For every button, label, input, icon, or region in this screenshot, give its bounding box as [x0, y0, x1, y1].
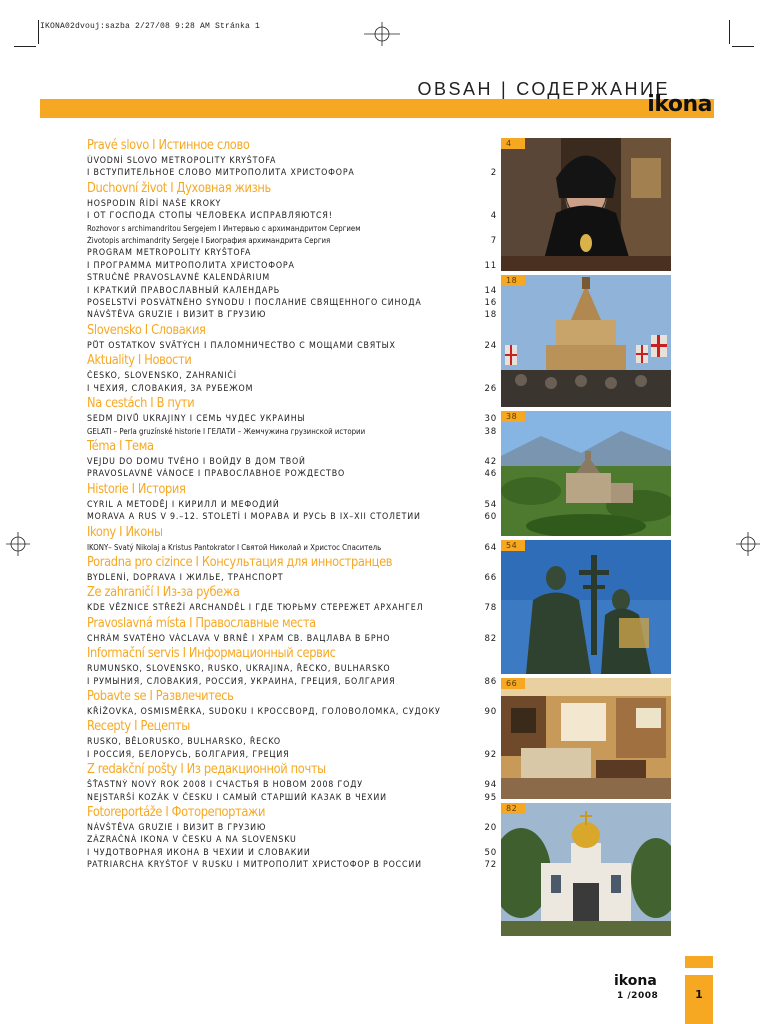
toc-entry[interactable]: [87, 468, 497, 480]
page-title: [418, 79, 671, 100]
entry-title: I РУМЫНИЯ, СЛОВАКИЯ, РОССИЯ, УКРАИНА, ГРЕЦИЯ, БОЛГАРИЯ: [87, 676, 396, 687]
toc-entry[interactable]: [87, 309, 497, 321]
entry-title: GELATI – Perla gruzínské historie I ГЕЛАТИ – Жемчужина грузинской истории: [87, 426, 366, 436]
toc-entry[interactable]: [87, 859, 497, 871]
footer-issue: 1 /2008: [617, 991, 659, 1001]
toc-entry[interactable]: [87, 633, 497, 645]
section-title[interactable]: Recepty I Рецепты: [87, 719, 190, 735]
entry-page-number: 18: [484, 310, 497, 321]
ikona-logo: ikona: [647, 92, 712, 117]
toc-section: [87, 481, 497, 524]
toc-entry[interactable]: [87, 285, 497, 297]
photo-georgia-cathedral: [501, 275, 671, 407]
toc-entry[interactable]: [87, 247, 497, 259]
toc-entry[interactable]: [87, 426, 497, 438]
section-title[interactable]: Historie I История: [87, 481, 186, 497]
entry-title: PROGRAM METROPOLITY KRYŠTOFA: [87, 248, 252, 259]
crop-mark: [729, 20, 730, 44]
entry-title: NEJSTARŠÍ KOZÁK V ČESKU I САМЫЙ СТАРШИЙ КАЗАК В ЧЕХИИ: [87, 792, 387, 803]
entry-page-number: 42: [484, 456, 497, 467]
toc-entry[interactable]: [87, 297, 497, 309]
entry-page-number: 78: [484, 603, 497, 614]
photo-page-badge: 66: [501, 678, 525, 689]
registration-mark-right: [736, 532, 760, 556]
toc-section: [87, 524, 497, 554]
footer-logo: ikona: [614, 973, 657, 989]
toc-entry[interactable]: [87, 736, 497, 748]
entry-title: PŮT OSTATKOV SVÄTÝCH I ПАЛОМНИЧЕСТВО С МОЩАМИ СВЯТЫХ: [87, 340, 396, 351]
toc-section: [87, 554, 497, 584]
entry-page-number: 24: [484, 340, 497, 351]
entry-title: I РОССИЯ, БЕЛОРУСЬ, БОЛГАРИЯ, ГРЕЦИЯ: [87, 749, 290, 760]
entry-page-number: 14: [484, 285, 497, 296]
photo-page-badge: 38: [501, 411, 525, 422]
toc-section: [87, 137, 497, 180]
entry-title: NÁVŠTĚVA GRUZIE I ВИЗИТ В ГРУЗИЮ: [87, 823, 267, 833]
page-number-tab: [685, 975, 713, 1024]
toc-section: [87, 645, 497, 688]
toc-entry[interactable]: [87, 210, 497, 222]
crop-mark: [38, 20, 39, 44]
entry-title: I ЧЕХИЯ, СЛОВАКИЯ, ЗА РУБЕЖОМ: [87, 383, 254, 394]
toc-entry[interactable]: [87, 834, 497, 846]
entry-title: PRAVOSLAVNÉ VÁNOCE I ПРАВОСЛАВНОЕ РОЖДЕСТВО: [87, 469, 346, 480]
toc-section: [87, 804, 497, 872]
entry-title: KDE VĚZNICE STŘEŽÍ ARCHANDĚL I ГДЕ ТЮРЬМУ СТЕРЕЖЕТ АРХАНГЕЛ: [87, 603, 424, 614]
entry-title: IKONY– Svatý Nikolaj a Kristus Pantokrator I Святой Николай и Христос Спаситель: [87, 542, 382, 552]
toc-entry[interactable]: [87, 572, 497, 584]
entry-title: ČESKO, SLOVENSKO, ZAHRANIČÍ: [87, 371, 237, 382]
entry-page-number: 7: [490, 236, 497, 247]
toc-entry[interactable]: [87, 456, 497, 468]
title-separator: |: [501, 79, 509, 99]
entry-page-number: 54: [484, 499, 497, 510]
entry-page-number: 64: [484, 542, 497, 553]
toc-entry[interactable]: [87, 792, 497, 804]
title-cz: OBSAH: [417, 79, 494, 99]
photo-cyril-methodius-statue: [501, 540, 671, 674]
table-of-contents: [87, 137, 497, 872]
toc-entry[interactable]: [87, 383, 497, 395]
toc-section: [87, 352, 497, 395]
entry-page-number: 94: [484, 780, 497, 791]
photo-gelati-monastery: [501, 411, 671, 536]
toc-section: [87, 688, 497, 718]
entry-page-number: 90: [484, 706, 497, 717]
toc-section: [87, 615, 497, 645]
page-number: 1: [695, 988, 703, 1001]
entry-title: I КРАТКИЙ ПРАВОСЛАВНЫЙ КАЛЕНДАРЬ: [87, 285, 281, 296]
entry-page-number: 50: [484, 847, 497, 858]
entry-page-number: 82: [484, 633, 497, 644]
entry-title: MORAVA A RUS V 9.–12. STOLETÍ I МОРАВА И РУСЬ В IX–XII СТОЛЕТИИ: [87, 512, 421, 523]
entry-page-number: 72: [484, 860, 497, 871]
section-title[interactable]: Duchovní život I Духовная жизнь: [87, 180, 271, 196]
toc-entry[interactable]: [87, 499, 497, 511]
section-title[interactable]: Informační servis I Информационный сервис: [87, 646, 336, 662]
photo-chapel: [501, 803, 671, 936]
toc-entry[interactable]: [87, 260, 497, 272]
toc-entry[interactable]: [87, 340, 497, 352]
entry-title: VEJDU DO DOMU TVÉHO I ВОЙДУ В ДОМ ТВОЙ: [87, 456, 306, 467]
section-title[interactable]: Fotoreportáže I Фоторепортажи: [87, 805, 266, 820]
entry-title: SEDM DIVŮ UKRAJINY I СЕМЬ ЧУДЕС УКРАИНЫ: [87, 414, 306, 425]
section-title[interactable]: Pravoslavná místa I Православные места: [87, 615, 316, 631]
entry-page-number: 11: [484, 260, 497, 271]
toc-entry[interactable]: [87, 511, 497, 523]
toc-section: [87, 761, 497, 804]
entry-title: I ОТ ГОСПОДА СТОПЫ ЧЕЛОВЕКА ИСПРАВЛЯЮТСЯ!: [87, 211, 333, 222]
entry-page-number: 38: [484, 426, 497, 437]
entry-title: CYRIL A METODĚJ I КИРИЛЛ И МЕФОДИЙ: [87, 499, 280, 510]
toc-entry[interactable]: [87, 779, 497, 791]
entry-title: HOSPODIN ŘÍDÍ NAŠE KROKY: [87, 198, 222, 209]
section-title[interactable]: Pobavte se I Развлечитесь: [87, 688, 234, 704]
toc-entry[interactable]: [87, 223, 497, 235]
entry-title: ÚVODNÍ SLOVO METROPOLITY KRYŠTOFA: [87, 156, 277, 166]
header-accent-bar: [40, 99, 714, 118]
section-title[interactable]: Poradna pro cizince I Консультация для инностранцев: [87, 554, 393, 570]
toc-entry[interactable]: [87, 676, 497, 688]
entry-title: I ЧУДОТВОРНАЯ ИКОНА В ЧЕХИИ И СЛОВАКИИ: [87, 847, 311, 858]
crop-mark: [14, 46, 36, 47]
section-title[interactable]: Ze zahraničí I Из-за рубежа: [87, 585, 240, 601]
entry-title: I ПРОГРАММА МИТРОПОЛИТА ХРИСТОФОРА: [87, 260, 295, 271]
toc-entry[interactable]: [87, 847, 497, 859]
entry-page-number: 26: [484, 383, 497, 394]
entry-title: RUMUNSKO, SLOVENSKO, RUSKO, UKRAJINA, ŘECKO, BULHARSKO: [87, 664, 391, 675]
entry-title: ZÁZRAČNÁ IKONA V ČESKU A NA SLOVENSKU: [87, 835, 297, 846]
photo-page-badge: 18: [501, 275, 525, 286]
photo-page-badge: 54: [501, 540, 525, 551]
print-slug: IKONA02dvouj:sazba 2/27/08 9:28 AM Stránka 1: [40, 22, 261, 31]
toc-entry[interactable]: [87, 235, 497, 247]
toc-section: [87, 584, 497, 614]
photo-metropolitan: [501, 138, 671, 271]
entry-title: POSELSTVÍ POSVÁTNÉHO SYNODU I ПОСЛАНИЕ СВЯЩЕННОГО СИНОДА: [87, 298, 422, 309]
entry-title: Rozhovor s archimandritou Sergejem I Интервью с архимандритом Сергием: [87, 223, 361, 233]
entry-page-number: 2: [490, 168, 497, 179]
toc-entry[interactable]: [87, 198, 497, 210]
toc-entry[interactable]: [87, 413, 497, 425]
entry-page-number: 4: [490, 211, 497, 222]
entry-title: NÁVŠTĚVA GRUZIE I ВИЗИТ В ГРУЗИЮ: [87, 310, 267, 321]
toc-section: [87, 395, 497, 438]
toc-entry[interactable]: [87, 706, 497, 718]
section-title[interactable]: Z redakční pošty I Из редакционной почты: [87, 762, 326, 778]
entry-page-number: 60: [484, 512, 497, 523]
toc-entry[interactable]: [87, 167, 497, 179]
toc-entry[interactable]: [87, 749, 497, 761]
toc-section: [87, 438, 497, 481]
photo-column: [501, 138, 671, 940]
entry-title: BYDLENÍ, DOPRAVA I ЖИЛЬЕ, ТРАНСПОРТ: [87, 572, 284, 583]
entry-title: Životopis archimandrity Sergeje I Биография архимандрита Сергия: [87, 236, 331, 246]
toc-entry[interactable]: [87, 155, 497, 167]
entry-title: STRUČNÉ PRAVOSLAVNÉ KALENDÁRIUM: [87, 273, 270, 284]
section-title[interactable]: Na cestách I В пути: [87, 396, 195, 412]
entry-page-number: 95: [484, 792, 497, 803]
section-title[interactable]: Ikony I Иконы: [87, 524, 163, 540]
footer-accent-block: [685, 956, 713, 968]
registration-mark-top: [364, 22, 400, 46]
entry-page-number: 30: [484, 414, 497, 425]
photo-page-badge: 4: [501, 138, 525, 149]
entry-title: ŠŤASTNÝ NOVÝ ROK 2008 I СЧАСТЬЯ В НОВОМ 2008 ГОДУ: [87, 780, 363, 791]
toc-entry[interactable]: [87, 370, 497, 382]
entry-title: I ВСТУПИТЕЛЬНОЕ СЛОВО МИТРОПОЛИТА ХРИСТОФОРА: [87, 168, 355, 179]
entry-title: CHRÁM SVATÉHO VÁCLAVA V BRNĚ I ХРАМ СВ. ВАЦЛАВА В БРНО: [87, 633, 391, 644]
crop-mark: [732, 46, 754, 47]
toc-section: [87, 718, 497, 761]
entry-page-number: 20: [484, 823, 497, 833]
entry-page-number: 92: [484, 749, 497, 760]
section-title[interactable]: Slovensko I Словакия: [87, 322, 206, 338]
entry-page-number: 66: [484, 572, 497, 583]
registration-mark-left: [6, 532, 30, 556]
entry-title: KŘÍŽOVKA, OSMISMĚRKA, SUDOKU I КРОССВОРД, ГОЛОВОЛОМКА, СУДОКУ: [87, 706, 441, 717]
section-title[interactable]: Pravé slovo I Истинное слово: [87, 138, 250, 153]
toc-entry[interactable]: [87, 822, 497, 834]
toc-entry[interactable]: [87, 602, 497, 614]
toc-section: [87, 322, 497, 352]
toc-entry[interactable]: [87, 542, 497, 554]
toc-section: [87, 180, 497, 322]
title-ru: СОДЕРЖАНИЕ: [516, 79, 670, 99]
toc-entry[interactable]: [87, 663, 497, 675]
entry-page-number: 16: [484, 298, 497, 309]
section-title[interactable]: Téma I Тема: [87, 438, 154, 454]
photo-page-badge: 82: [501, 803, 525, 814]
entry-title: RUSKO, BĚLORUSKO, BULHARSKO, ŘECKO: [87, 737, 281, 748]
section-title[interactable]: Aktuality I Новости: [87, 353, 192, 369]
entry-page-number: 46: [484, 469, 497, 480]
toc-entry[interactable]: [87, 272, 497, 284]
entry-page-number: 86: [484, 676, 497, 687]
photo-living-room: [501, 678, 671, 799]
entry-title: PATRIARCHA KRYŠTOF V RUSKU I МИТРОПОЛИТ ХРИСТОФОР В РОССИИ: [87, 860, 422, 871]
